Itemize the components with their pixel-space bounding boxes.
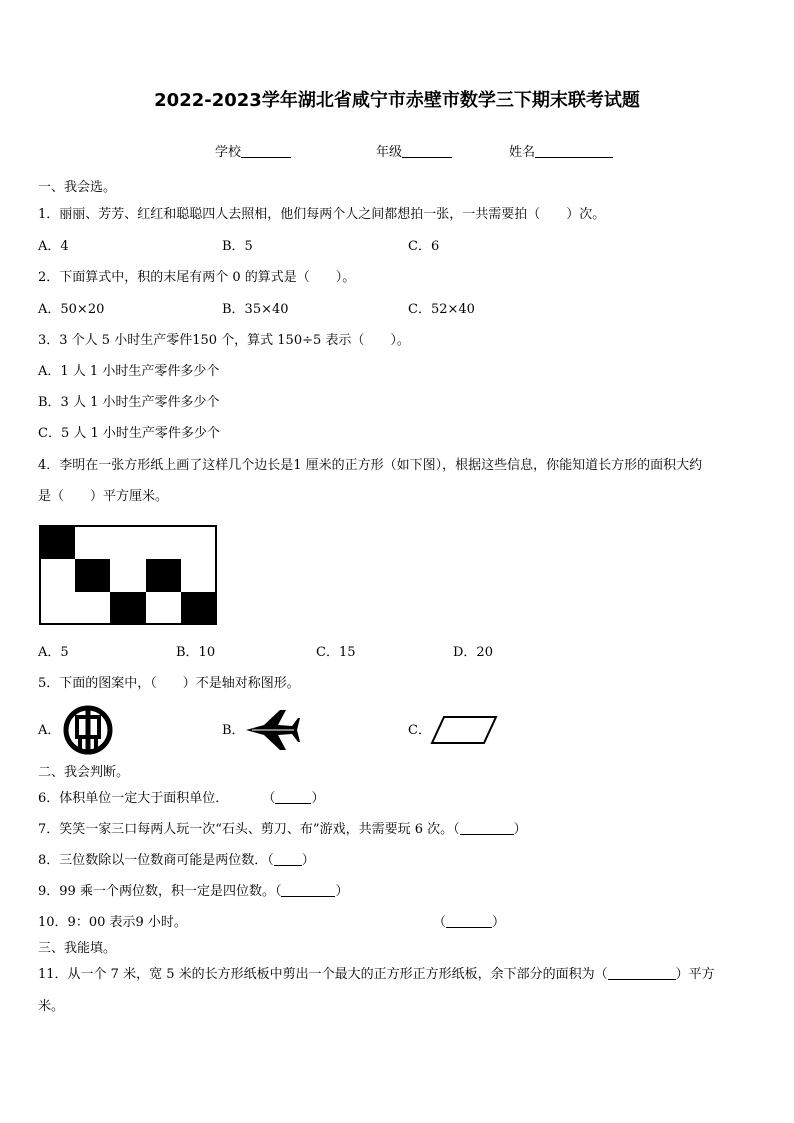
answer-blank[interactable] [281, 882, 335, 897]
paren-open: （ [267, 853, 274, 868]
q2-option-b[interactable]: B．35×40 [222, 302, 289, 317]
q5-option-c[interactable]: C． [408, 723, 431, 738]
rectangle-squares-figure [39, 525, 217, 625]
q4-option-c[interactable]: C．15 [316, 645, 356, 660]
grade-field[interactable] [376, 141, 452, 160]
paren-open: （ [453, 822, 460, 837]
q2-option-c[interactable]: C．52×40 [408, 302, 475, 317]
q1-option-a[interactable]: A．4 [38, 239, 69, 254]
unit-square [181, 592, 216, 624]
question-2: 2．下面算式中，积的末尾有两个 0 的算式是（ ）。 [38, 270, 356, 285]
question-4-line-2: 是（ ）平方厘米。 [38, 489, 169, 504]
grade-blank[interactable] [402, 143, 452, 158]
answer-blank[interactable] [460, 820, 514, 835]
answer-blank[interactable] [446, 913, 492, 928]
question-11-line-1 [38, 965, 715, 985]
section-fill-heading: 三、我能填。 [38, 941, 117, 956]
parallelogram-icon [430, 714, 498, 746]
q5-option-b[interactable]: B． [222, 723, 245, 738]
school-blank[interactable] [241, 143, 291, 158]
question-11-text: 11．从一个 7 米，宽 5 米的长方形纸板中剪出一个最大的正方形正方形纸板，余下部分的面积为（ [38, 967, 608, 982]
unit-square [75, 559, 110, 592]
school-field[interactable] [215, 141, 291, 160]
unit-square [40, 526, 75, 559]
question-3: 3．3 个人 5 小时生产零件150 个，算式 150÷5 表示（ ）。 [38, 333, 410, 348]
paren-open: （ [274, 884, 282, 899]
q4-option-a[interactable]: A．5 [38, 645, 69, 660]
paren-close: ） [492, 915, 506, 930]
paren-open: （ [433, 915, 447, 930]
section-judge-heading: 二、我会判断。 [38, 765, 130, 780]
q4-option-d[interactable]: D．20 [453, 645, 493, 660]
question-8-text: 8．三位数除以一位数商可能是两位数． [38, 853, 268, 868]
q1-option-c[interactable]: C．6 [408, 239, 440, 254]
question-9-text: 9．99 乘一个两位数，积一定是四位数。 [38, 884, 275, 899]
unit-square [110, 592, 146, 624]
paren-close: ） [301, 853, 315, 868]
paren-close: ） [311, 791, 325, 806]
question-11-unit: ）平方 [675, 967, 715, 982]
answer-blank[interactable] [275, 789, 311, 804]
q5-option-a[interactable]: A． [38, 723, 61, 738]
q3-option-a[interactable]: A．1 人 1 小时生产零件多少个 [38, 364, 220, 379]
question-11-line-2: 米。 [38, 999, 65, 1014]
q2-option-a[interactable]: A．50×20 [38, 302, 105, 317]
q3-option-c[interactable]: C．5 人 1 小时生产零件多少个 [38, 426, 220, 441]
question-5: 5．下面的图案中，（ ）不是轴对称图形。 [38, 676, 300, 691]
q3-option-b[interactable]: B．3 人 1 小时生产零件多少个 [38, 395, 220, 410]
question-4-line-1: 4．李明在一张方形纸上画了这样几个边长是1 厘米的正方形（如下图），根据这些信息，你能知道长方形的面积大约 [38, 458, 703, 473]
q4-option-b[interactable]: B．10 [176, 645, 216, 660]
question-6 [38, 789, 324, 809]
name-blank[interactable] [535, 143, 613, 158]
question-10-text: 10．9：00 表示9 小时。 [38, 915, 187, 930]
question-1: 1．丽丽、芳芳、红红和聪聪四人去照相，他们每两个人之间都想拍一张，一共需要拍（ ）次。 [38, 207, 606, 222]
name-label: 姓名 [509, 145, 536, 160]
name-field[interactable] [509, 141, 613, 160]
fighter-jet-icon [244, 708, 300, 752]
school-label: 学校 [215, 145, 242, 160]
unit-square [146, 559, 181, 592]
answer-blank[interactable] [608, 965, 676, 980]
page-title: 2022-2023学年湖北省咸宁市赤壁市数学三下期末联考试题 [154, 90, 640, 111]
grade-label: 年级 [376, 145, 403, 160]
answer-blank[interactable] [274, 851, 302, 866]
question-6-text: 6．体积单位一定大于面积单位． [38, 791, 229, 806]
bank-logo-icon [62, 705, 114, 755]
question-7-text: 7．笑笑一家三口每两人玩一次“石头、剪刀、布”游戏，共需要玩 6 次。 [38, 822, 454, 837]
q1-option-b[interactable]: B．5 [222, 239, 253, 254]
section-choice-heading: 一、我会选。 [38, 180, 117, 195]
question-8 [38, 851, 315, 871]
question-7 [38, 820, 527, 840]
question-10-answer [433, 913, 505, 933]
paren-close: ） [335, 884, 349, 899]
paren-open: （ [262, 791, 276, 806]
question-9 [38, 882, 348, 902]
paren-close: ） [513, 822, 527, 837]
